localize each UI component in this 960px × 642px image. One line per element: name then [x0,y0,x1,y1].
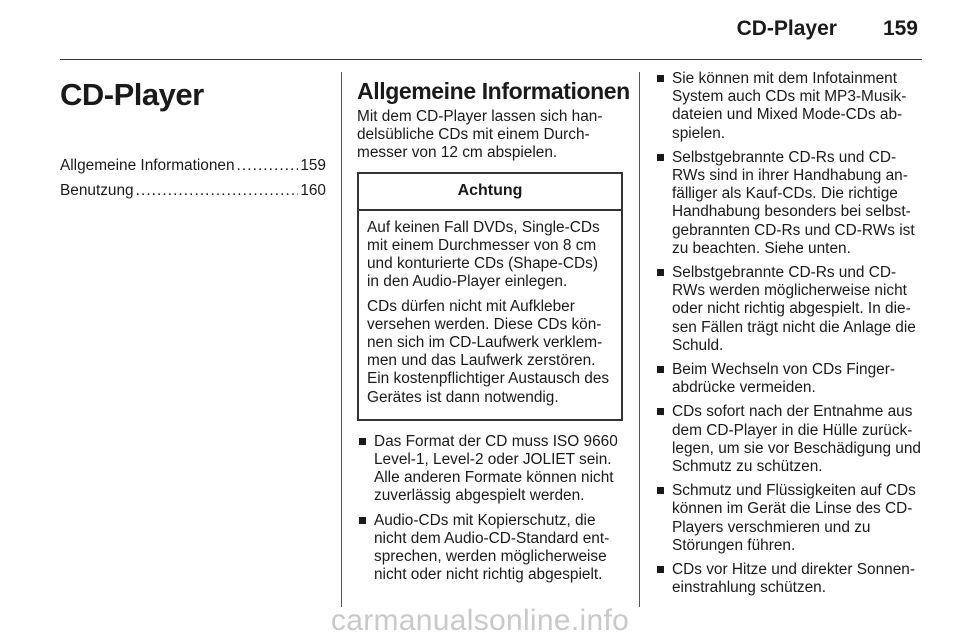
caution-paragraph: CDs dürfen nicht mit Aufkleber versehen werden. Diese CDs können sich im CD-Laufwerk verklemmen und das Laufwerk zerstören. Ein kostenpflichtiger Austausch des Gerätes ist dann notwendig. [367,297,610,406]
running-header [0,17,918,41]
toc-leader-dots [237,157,299,175]
list-item-text: Selbstgebrannte CD-Rs und CD-RWs werden möglicherweise nicht oder nicht richtig abgespielt. In diesen Fällen trägt nicht die Anlage die Schuld. [672,264,916,354]
list-item-text: Audio-CDs mit Kopierschutz, die nicht dem Audio-CD-Standard entsprechen, werden möglicherweise nicht oder nicht richtig abgespielt. [374,511,610,584]
list-item-text: Beim Wechseln von CDs Fingerabdrücke vermeiden. [672,361,895,397]
chapter-title: CD-Player [60,77,204,112]
list-item [357,512,623,585]
section-column-left [357,70,630,590]
list-item [357,433,623,506]
bullet-list [357,433,623,585]
list-item [655,482,921,555]
header-rule [60,59,922,60]
square-bullet-icon [657,154,664,161]
list-item-text: Sie können mit dem Infotainment System auch CDs mit MP3-Musikdateien und Mixed Mode-CDs abspielen. [672,70,907,142]
list-item [655,70,921,143]
list-item-text: CDs sofort nach der Entnahme aus dem CD-Player in die Hülle zurücklegen, um sie vor Beschädigung und Schmutz zu schützen. [672,403,921,476]
column-divider-2 [639,72,640,607]
square-bullet-icon [359,517,366,524]
list-item [655,403,921,476]
caution-body [359,211,621,419]
section-title: Allgemeine Informationen [357,78,630,104]
square-bullet-icon [657,408,664,415]
toc-entry-label: Allgemeine Informationen [60,157,235,174]
square-bullet-icon [657,566,664,573]
toc-entry-page: 160 [300,182,326,200]
page-number: 159 [882,17,918,40]
caution-heading: Achtung [359,174,621,211]
watermark: carmanualsonline.info [330,604,630,637]
toc-entry-page: 159 [300,157,326,174]
list-item-text: Schmutz und Flüssigkeiten auf CDs können im Gerät die Linse des CD-Players verschmieren und zu Störungen führen. [672,482,916,554]
toc-entry-label: Benutzung [60,182,134,200]
caution-paragraph: Auf keinen Fall DVDs, Single-CDs mit einem Durchmesser von 8 cm und konturierte CDs (Shape-CDs) in den Audio-Player einlegen. [367,218,600,291]
list-item [655,264,921,355]
list-item [655,361,921,397]
list-item-text: Das Format der CD muss ISO 9660 Level-1, Level-2 oder JOLIET sein. Alle anderen Formate können nicht zuverlässig abgespielt werden. [374,432,618,505]
section-column-right [655,70,921,603]
list-item [655,149,921,258]
toc-entry[interactable] [60,157,326,175]
caution-box [357,172,623,421]
column-divider-1 [341,72,342,607]
square-bullet-icon [657,366,664,373]
toc-leader-dots [136,182,299,200]
list-item [655,561,921,597]
running-header-title: CD-Player [736,17,837,40]
list-item-text: Selbstgebrannte CD-Rs und CD-RWs sind in ihrer Handhabung anfälliger als Kauf-CDs. Die richtige Handhabung besonders bei selbstgebrannten CD-Rs und CD-RWs ist zu beachten. Siehe unten. [672,148,915,257]
section-intro: Mit dem CD-Player lassen sich handelsübliche CDs mit einem Durchmesser von 12 cm abspielen. [357,108,603,162]
bullet-list [655,70,921,597]
toc-entry[interactable] [60,182,326,200]
square-bullet-icon [657,487,664,494]
toc-column [60,70,326,207]
square-bullet-icon [359,438,366,445]
square-bullet-icon [657,75,664,82]
square-bullet-icon [657,269,664,276]
list-item-text: CDs vor Hitze und direkter Sonneneinstrahlung schützen. [672,561,915,597]
